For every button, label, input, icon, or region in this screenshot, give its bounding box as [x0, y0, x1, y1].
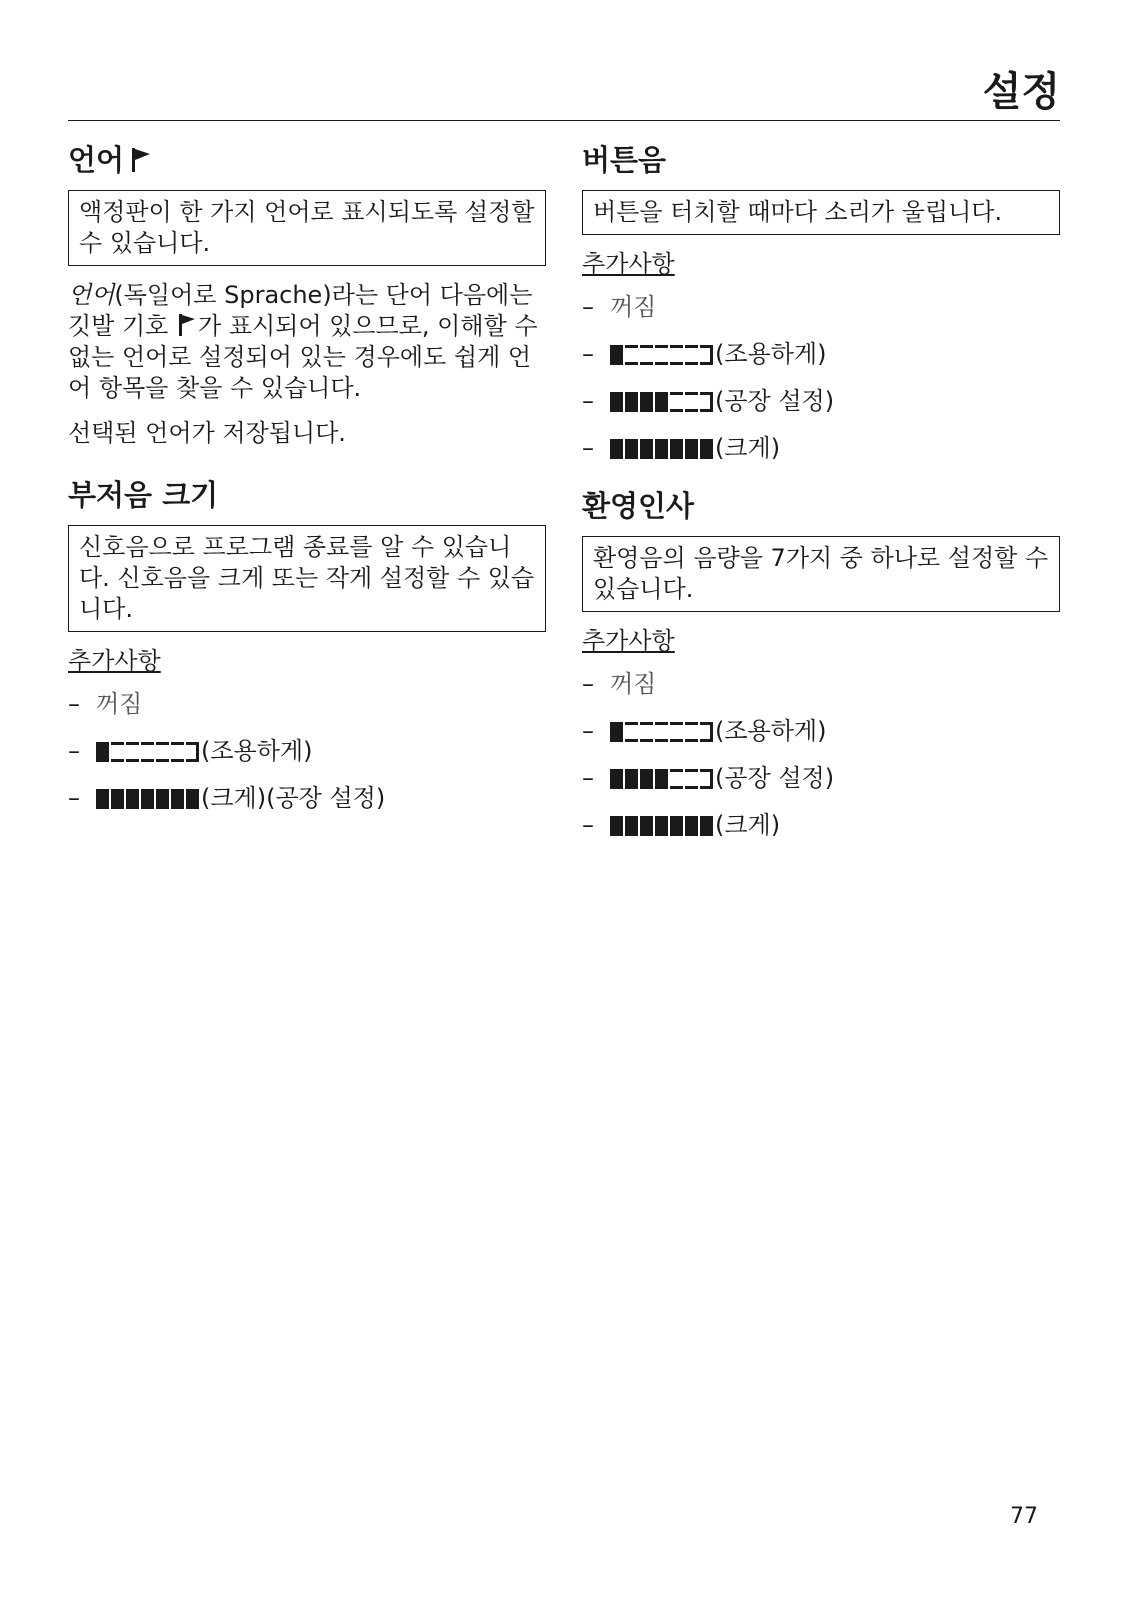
option-item: [582, 386, 1060, 417]
volume-segment-empty: [126, 742, 139, 762]
option-label: (크게)(공장 설정): [201, 784, 386, 812]
volume-segment-filled: [655, 392, 668, 412]
option-item: [68, 736, 546, 767]
button-tone-options: [582, 292, 1060, 464]
volume-segment-empty: [685, 392, 698, 412]
volume-segment-filled: [700, 816, 713, 836]
volume-segment-filled: [670, 439, 683, 459]
option-label: (조용하게): [715, 340, 827, 368]
volume-segment-filled: [640, 439, 653, 459]
volume-bar-icon: [610, 769, 713, 789]
buzzer-title: 부저음 크기: [68, 478, 219, 512]
buzzer-options: [68, 689, 546, 814]
volume-segment-filled: [625, 439, 638, 459]
option-label: (공장 설정): [715, 387, 835, 415]
welcome-section: [582, 486, 1060, 841]
volume-segment-filled: [625, 392, 638, 412]
volume-segment-filled: [685, 816, 698, 836]
volume-segment-empty: [655, 722, 668, 742]
language-title: [68, 140, 546, 180]
volume-segment-empty: [171, 742, 184, 762]
volume-segment-empty: [625, 345, 638, 365]
volume-segment-filled: [610, 345, 623, 365]
volume-segment-filled: [610, 722, 623, 742]
welcome-info-box: 환영음의 음량을 7가지 중 하나로 설정할 수 있습니다.: [582, 536, 1060, 612]
volume-segment-empty: [670, 722, 683, 742]
volume-segment-empty: [670, 392, 683, 412]
option-item: [582, 716, 1060, 747]
volume-segment-filled: [610, 439, 623, 459]
buzzer-info-box: 신호음으로 프로그램 종료를 알 수 있습니다. 신호음을 크게 또는 작게 설정할 수 있습니다.: [68, 525, 546, 632]
volume-segment-filled: [700, 439, 713, 459]
volume-segment-filled: [640, 392, 653, 412]
right-column: [582, 140, 1060, 863]
page-title: 설정: [982, 69, 1060, 115]
option-label: (조용하게): [201, 737, 313, 765]
volume-segment-filled: [655, 439, 668, 459]
volume-segment-filled: [96, 742, 109, 762]
option-label: (크게): [715, 434, 781, 462]
volume-bar-icon: [96, 789, 199, 809]
button-tone-title: 버튼음: [582, 143, 667, 177]
list-dash: –: [68, 784, 80, 812]
volume-segment-filled: [625, 816, 638, 836]
volume-segment-filled: [111, 789, 124, 809]
volume-segment-filled: [96, 789, 109, 809]
volume-segment-empty: [625, 722, 638, 742]
volume-segment-empty: [700, 392, 713, 412]
volume-segment-empty: [111, 742, 124, 762]
list-dash: –: [582, 340, 594, 368]
option-item: [68, 689, 546, 720]
list-dash: –: [68, 737, 80, 765]
language-term: 언어: [68, 281, 115, 309]
language-desc-part1: (독일어로 Sprache)라는 단어 다음에는 깃발 기호: [68, 281, 533, 340]
volume-segment-empty: [685, 769, 698, 789]
volume-segment-filled: [171, 789, 184, 809]
language-saved-note: 선택된 언어가 저장됩니다.: [68, 419, 346, 447]
button-tone-info-box: 버튼을 터치할 때마다 소리가 울립니다.: [582, 190, 1060, 235]
option-item: [582, 339, 1060, 370]
option-item: [582, 292, 1060, 323]
volume-segment-empty: [700, 345, 713, 365]
volume-segment-empty: [685, 345, 698, 365]
button-tone-section: [582, 140, 1060, 464]
list-dash: –: [582, 811, 594, 839]
language-desc-part2: 가 표시되어 있으므로, 이해할 수 없는 언어로 설정되어 있는 경우에도 쉽게 언어 항목을 찾을 수 있습니다.: [68, 312, 538, 402]
volume-segment-empty: [186, 742, 199, 762]
language-info-box: 액정판이 한 가지 언어로 표시되도록 설정할 수 있습니다.: [68, 190, 546, 266]
volume-segment-empty: [700, 769, 713, 789]
volume-bar-icon: [610, 816, 713, 836]
list-dash: –: [582, 764, 594, 792]
volume-segment-empty: [670, 345, 683, 365]
volume-segment-filled: [126, 789, 139, 809]
volume-segment-empty: [700, 722, 713, 742]
page-header: [68, 50, 1060, 121]
welcome-extras-heading: 추가사항: [582, 627, 675, 655]
volume-bar-icon: [610, 722, 713, 742]
list-dash: –: [582, 293, 594, 321]
list-dash: –: [582, 387, 594, 415]
list-dash: –: [582, 717, 594, 745]
volume-segment-filled: [640, 769, 653, 789]
option-item: [582, 763, 1060, 794]
volume-segment-empty: [141, 742, 154, 762]
volume-segment-empty: [655, 345, 668, 365]
button-tone-extras-heading: 추가사항: [582, 250, 675, 278]
buzzer-section: [68, 475, 546, 814]
option-label: (크게): [715, 811, 781, 839]
welcome-options: [582, 669, 1060, 841]
flag-icon: [130, 146, 152, 174]
option-item: [582, 810, 1060, 841]
volume-segment-filled: [186, 789, 199, 809]
volume-segment-empty: [156, 742, 169, 762]
volume-segment-filled: [640, 816, 653, 836]
option-label: 꺼짐: [96, 690, 143, 718]
volume-bar-icon: [610, 392, 713, 412]
welcome-title: 환영인사: [582, 489, 695, 523]
volume-segment-filled: [655, 816, 668, 836]
option-label: 꺼짐: [610, 670, 657, 698]
option-label: 꺼짐: [610, 293, 657, 321]
list-dash: –: [582, 670, 594, 698]
volume-segment-filled: [685, 439, 698, 459]
list-dash: –: [582, 434, 594, 462]
option-item: [582, 433, 1060, 464]
volume-segment-filled: [625, 769, 638, 789]
flag-icon: [178, 313, 196, 337]
volume-segment-filled: [610, 769, 623, 789]
volume-segment-filled: [156, 789, 169, 809]
volume-segment-filled: [670, 816, 683, 836]
volume-segment-filled: [141, 789, 154, 809]
volume-segment-empty: [685, 722, 698, 742]
volume-segment-empty: [640, 722, 653, 742]
option-label: (조용하게): [715, 717, 827, 745]
volume-segment-empty: [640, 345, 653, 365]
volume-bar-icon: [610, 439, 713, 459]
buzzer-extras-heading: 추가사항: [68, 647, 161, 675]
option-item: [68, 783, 546, 814]
language-section: [68, 140, 546, 449]
volume-segment-empty: [670, 769, 683, 789]
language-title-text: 언어: [68, 143, 125, 177]
volume-segment-filled: [655, 769, 668, 789]
language-description: [68, 280, 546, 404]
left-column: [68, 140, 546, 836]
volume-segment-filled: [610, 392, 623, 412]
volume-bar-icon: [96, 742, 199, 762]
option-item: [582, 669, 1060, 700]
option-label: (공장 설정): [715, 764, 835, 792]
page-number: 77: [1010, 1504, 1038, 1529]
volume-bar-icon: [610, 345, 713, 365]
list-dash: –: [68, 690, 80, 718]
volume-segment-filled: [610, 816, 623, 836]
